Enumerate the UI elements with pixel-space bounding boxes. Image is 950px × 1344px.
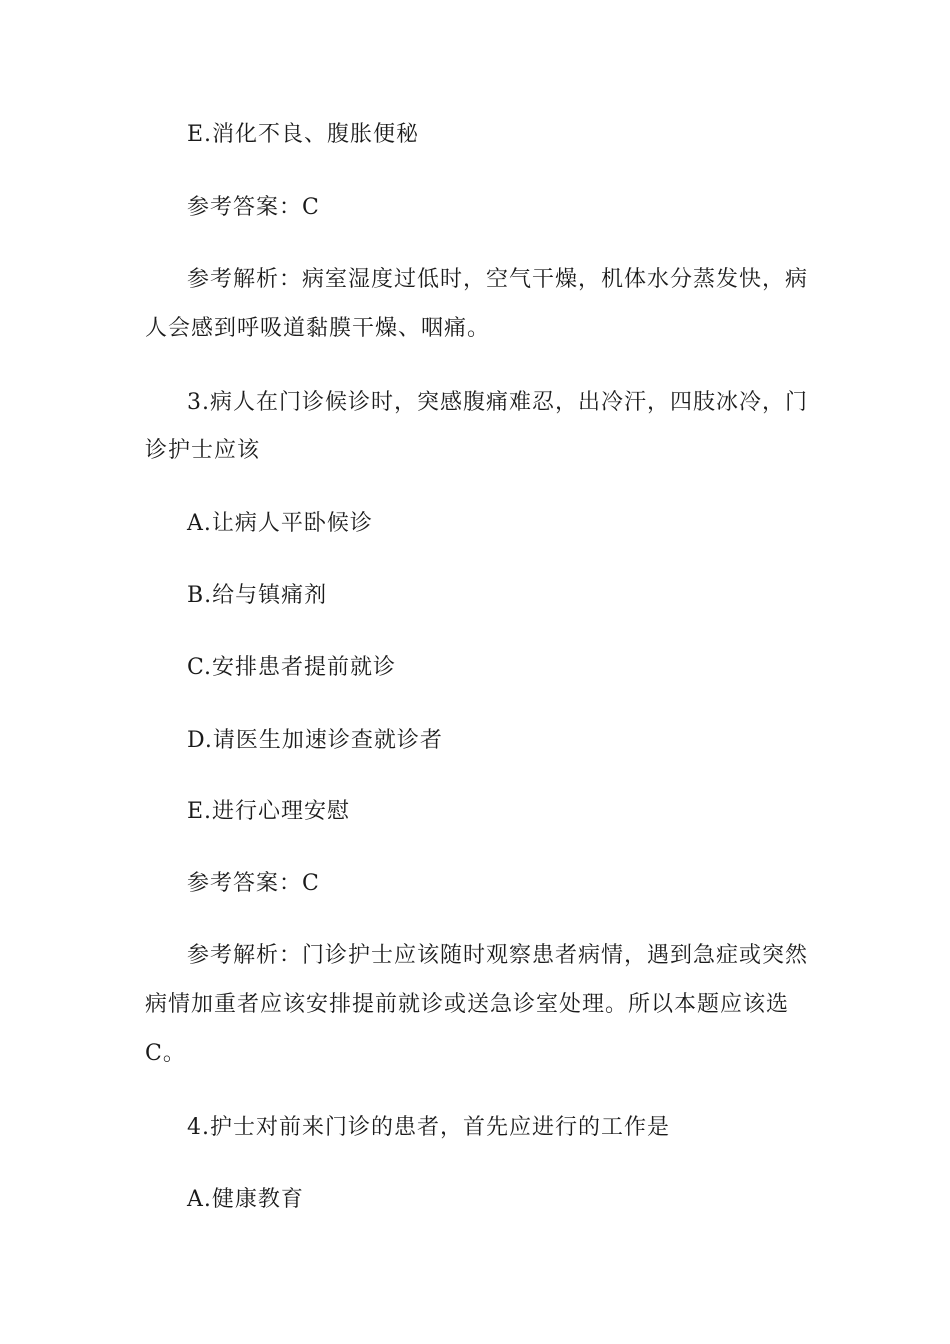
q3-analysis-line-2: 病情加重者应该安排提前就诊或送急诊室处理。所以本题应该选 <box>145 992 790 1017</box>
q2-option-e: E.消化不良、腹胀便秘 <box>187 122 420 147</box>
q3-stem-line-2: 诊护士应该 <box>145 438 261 463</box>
q4-option-a: A.健康教育 <box>187 1187 304 1212</box>
q2-answer: 参考答案：C <box>187 195 320 220</box>
q4-stem-line-1: 4.护士对前来门诊的患者，首先应进行的工作是 <box>187 1115 670 1140</box>
q3-answer: 参考答案：C <box>187 871 320 896</box>
q3-option-e: E.进行心理安慰 <box>187 799 351 824</box>
q2-analysis-line-1: 参考解析：病室湿度过低时，空气干燥，机体水分蒸发快，病 <box>187 267 809 292</box>
q3-analysis-line-1: 参考解析：门诊护士应该随时观察患者病情，遇到急症或突然 <box>187 943 809 968</box>
q3-option-d: D.请医生加速诊查就诊者 <box>187 728 443 753</box>
q3-analysis-line-3: C。 <box>145 1041 186 1066</box>
q3-option-c: C.安排患者提前就诊 <box>187 655 397 680</box>
q3-stem-line-1: 3.病人在门诊候诊时，突感腹痛难忍，出冷汗，四肢冰冷，门 <box>187 390 808 415</box>
q3-option-b: B.给与镇痛剂 <box>187 583 328 608</box>
q2-analysis-line-2: 人会感到呼吸道黏膜干燥、咽痛。 <box>145 316 491 341</box>
q3-option-a: A.让病人平卧候诊 <box>187 511 373 536</box>
